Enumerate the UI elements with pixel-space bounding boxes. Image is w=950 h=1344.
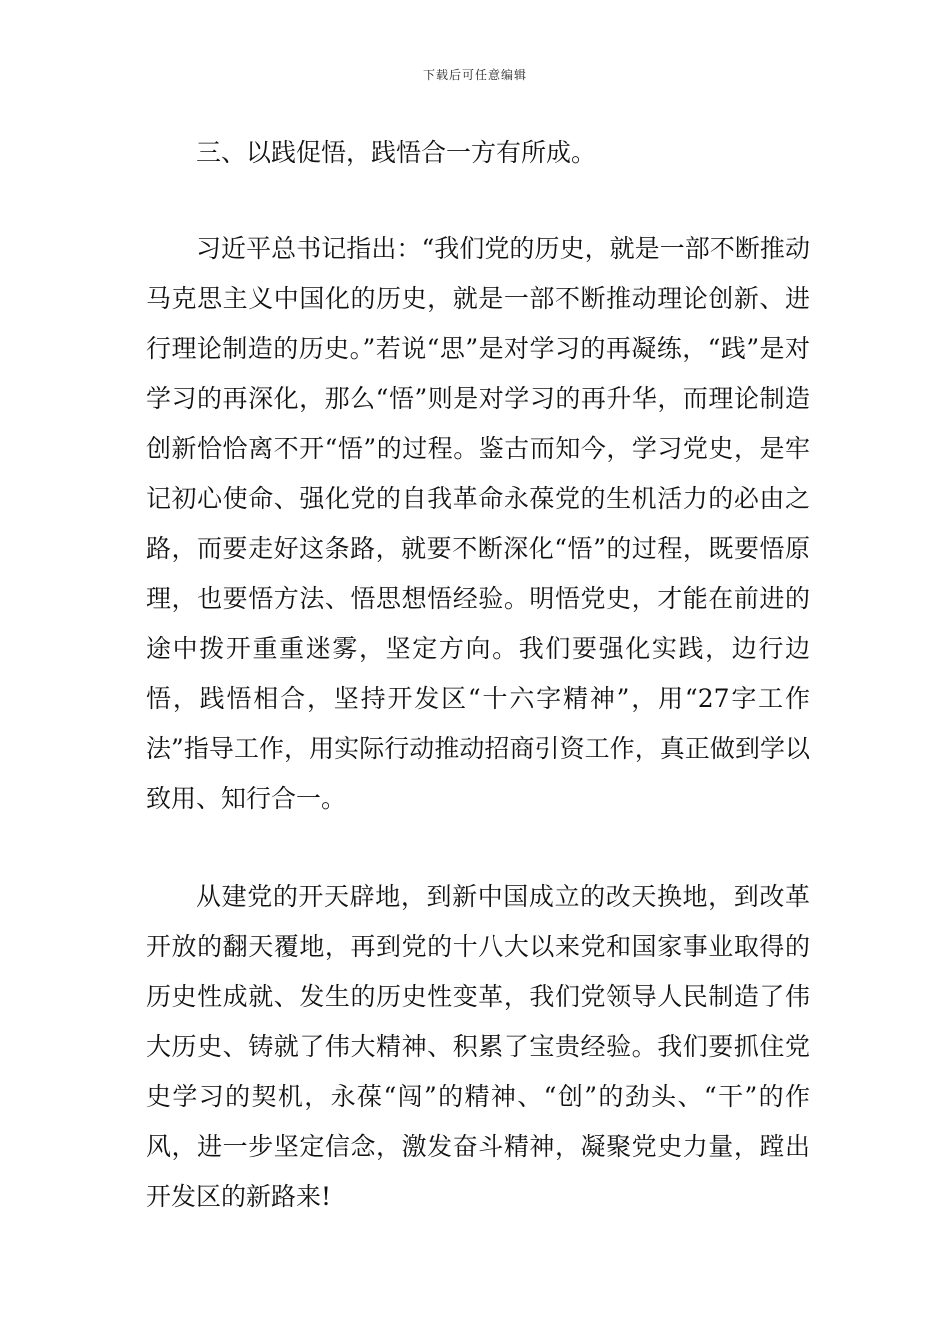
header-note: 下载后可任意编辑 [422, 68, 527, 82]
paragraph-2: 从建党的开天辟地，到新中国成立的改天换地，到改革开放的翻天覆地，再到党的十八大以来党和国家事业取得的历史性成就、发生的历史性变革，我们党领导人民制造了伟大历史、铸就了伟大精神、积累了宝贵经验。我们要抓住党史学习的契机，永葆“闯”的精神、“创”的劲头、“干”的作风，进一步坚定信念，激发奋斗精神，凝聚党史力量，蹚出开发区的新路来! [146, 882, 810, 1211]
section-heading: 三、以践促悟，践悟合一方有所成。 [196, 138, 597, 167]
paragraph-1: 习近平总书记指出：“我们党的历史，就是一部不断推动马克思主义中国化的历史，就是一部不断推动理论创新、进行理论制造的历史。”若说“思”是对学习的再凝练，“践”是对学习的再深化，那么“悟”则是对学习的再升华，而理论制造创新恰恰离不开“悟”的过程。鉴古而知今，学习党史，是牢记初心使命、强化党的自我革命永葆党的生机活力的必由之路，而要走好这条路，就要不断深化“悟”的过程，既要悟原理，也要悟方法、悟思想悟经验。明悟党史，才能在前进的途中拨开重重迷雾，坚定方向。我们要强化实践，边行边悟，践悟相合，坚持开发区“十六字精神”，用“27字工作法”指导工作，用实际行动推动招商引资工作，真正做到学以致用、知行合一。 [146, 234, 810, 813]
